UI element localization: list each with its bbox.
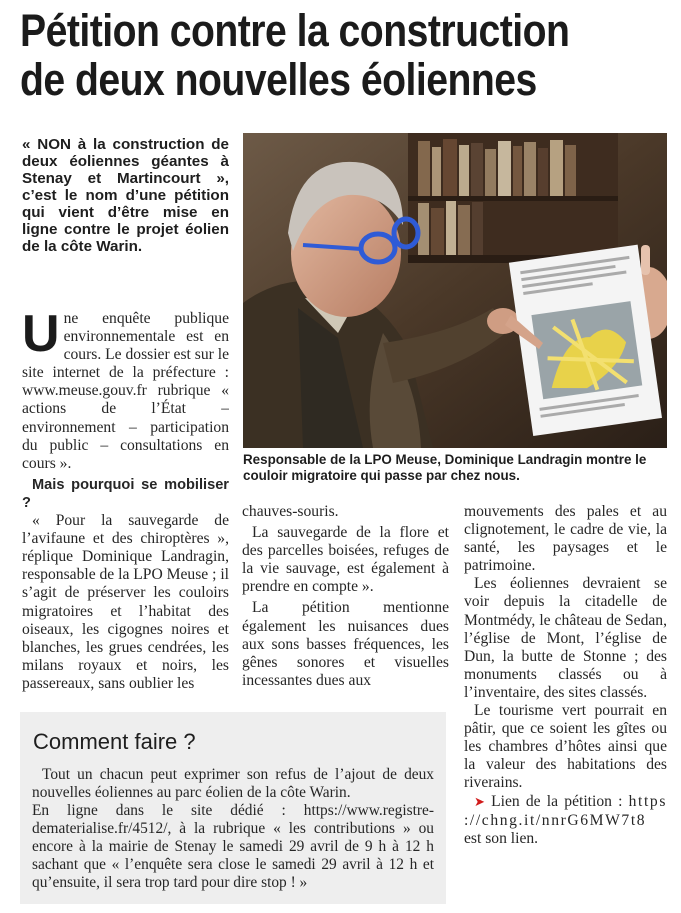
paragraph-tourism: Le tourisme vert pourrait en pâtir, que ce soient les gîtes ou les chambres d’hôtes ainsi que la valeur des habitations des riverains. — [464, 702, 667, 792]
headline — [20, 6, 586, 104]
arrow-bullet-icon: ➤ — [474, 794, 485, 810]
photo-caption: Responsable de la LPO Meuse, Dominique Landragin montre le couloir migratoire qui passe par chez nous. — [243, 452, 647, 483]
article-column-3 — [464, 503, 667, 848]
dropcap: U — [22, 310, 60, 363]
subheading-question: Mais pourquoi se mobiliser ? — [22, 476, 229, 511]
how-to-box — [20, 712, 446, 904]
box-body — [32, 766, 434, 892]
petition-link[interactable]: https ://chng.it/nnrG6MW7t8 — [464, 792, 667, 829]
article-photo — [243, 133, 667, 448]
petition-link-suffix: est son lien. — [464, 829, 539, 847]
petition-link-label: Lien de la pétition : — [491, 792, 623, 810]
box-paragraph-1: Tout un chacun peut exprimer son refus de l’ajout de deux nouvelles éoliennes au parc éolien de la côte Warin. — [32, 766, 434, 801]
box-title: Comment faire ? — [33, 729, 196, 754]
paragraph-nuisances-continued: mouvements des pales et au clignotement, le cadre de vie, la santé, les paysages et le patrimoine. — [464, 503, 667, 575]
headline-line-2: de deux nouvelles éoliennes — [20, 54, 537, 105]
headline-line-1: Pétition contre la construction — [20, 5, 570, 56]
photo-illustration — [243, 133, 667, 448]
paragraph-nuisances: La pétition mentionne également les nuisances dues aux sons basses fréquences, les gênes sonores et visuelles incessantes dues aux — [242, 599, 449, 689]
paragraph-monuments: Les éoliennes devraient se voir depuis la citadelle de Montmédy, le château de Sedan, l’église de Mont, l’église de Dun, la butte de Stonne ; des monuments classés ou à l’inventaire, des sites classés. — [464, 575, 667, 701]
paragraph-quote: « Pour la sauvegarde de l’avifaune et des chiroptères », réplique Dominique Landragin, responsable de la LPO Meuse ; il s’agit de préserver les couloirs migratoires et l’habitat des oiseaux, les cigognes noires et blanches, les grues cendrées, les milans royaux et noirs, les passereaux, sans oublier les — [22, 512, 229, 692]
article-column-2 — [242, 503, 449, 690]
paragraph-intro: ne enquête publique environnementale est en cours. Le dossier est sur le site internet de la préfecture : www.meuse.gouv.fr rubrique « actions de l’État – environnement – participation du public – consultations en cours ». — [22, 310, 229, 472]
paragraph-quote-continued: chauves-souris. — [242, 503, 339, 520]
box-paragraph-2: En ligne dans le site dédié : https://www.registre-dematerialise.fr/4512/, à la rubrique « les contributions » ou encore à la mairie de Stenay le samedi 29 avril de 9 h à 12 h sachant que « l’enquête sera close le samedi 29 avril à 12 h et qu’ensuite, il sera trop tard pour dire stop ! » — [32, 802, 434, 891]
paragraph-flora: La sauvegarde de la flore et des parcelles boisées, refuges de la vie sauvage, est également à prendre en compte ». — [242, 524, 449, 596]
lead-paragraph: « NON à la construction de deux éoliennes géantes à Stenay et Martincourt », c’est le nom d’une pétition qui vient d’être mise en ligne contre le projet éolien de la côte Warin. — [22, 136, 229, 255]
article-column-1 — [22, 310, 229, 696]
